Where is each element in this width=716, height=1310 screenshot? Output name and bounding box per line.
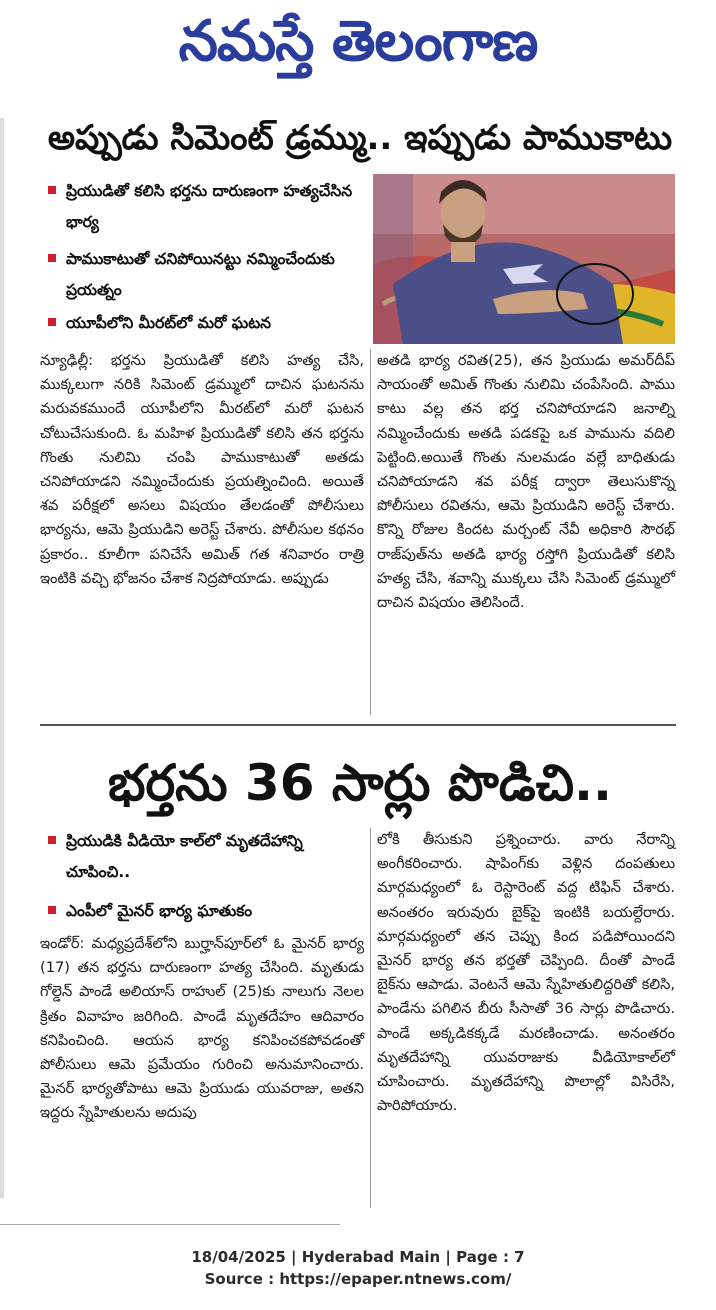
story2-headline: భర్తను 36 సార్లు పొడిచి.. bbox=[107, 754, 613, 812]
bullet-item bbox=[48, 826, 364, 888]
red-square-icon bbox=[48, 906, 56, 914]
news-photo bbox=[373, 174, 675, 344]
bullet-text: పాముకాటుతో చనిపోయినట్టు నమ్మించేందుకు ప్రయత్నం bbox=[66, 250, 335, 299]
left-margin-rule bbox=[0, 118, 4, 1198]
bullet-item bbox=[48, 896, 364, 927]
story1-bullets bbox=[48, 176, 364, 339]
story2-column-left: ఇండోర్: మధ్యప్రదేశ్‌లోని బుర్హాన్‌పూర్‌లో ఓ మైనర్ భార్య (17) తన భర్తను దారుణంగా హత్య చేసింది. మృతుడు గోల్డెన్ పాండే అలియాస్ రాహుల్ (25)కు నాలుగు నెలల క్రితం వివాహం జరిగింది. పాండే మృతదేహం ఆదివారం కనిపించింది. ఆయన భార్య కనిపించకపోవడంతో పోలీసులు ఆమె ప్రమేయం గురించి అనుమానించారు. మైనర్ భార్యతోపాటు ఆమె ప్రియుడు యువరాజు, అతని ఇద్దరు స్నేహితులను అదుపు bbox=[40, 935, 364, 1122]
story1-column-right: అతడి భార్య రవిత(25), తన ప్రియుడు అమర్‌దీప్ సాయంతో అమిత్ గొంతు నులిమి చంపేసింది. పాము కాటు వల్ల తన భర్త చనిపోయాడని జనాల్ని నమ్మించేందుకు అతడి పడకపై ఒక పామును వదిలి పెట్టింది.అయితే గొంతు నులమడం వల్లే బాధితుడు చనిపోయాడని శవ పరీక్ష ద్వారా తెలుసుకొన్న పోలీసులు రవితను, ఆమె ప్రియుడిని అరెస్ట్ చేశారు. కొన్ని రోజుల కిందట మర్చంట్ నేవీ అధికారి సౌరభ్ రాజ్‌పుత్‌ను అతడి భార్య రస్తోగి ప్రియుడితో కలిసి హత్య చేసి, శవాన్ని ముక్కలు చేసి సిమెంట్ డ్రమ్ములో దాచిన విషయం తెలిసిందే. bbox=[377, 352, 675, 612]
bullet-text: ప్రియుడికి వీడియో కాల్‌లో మృతదేహాన్ని చూపించి.. bbox=[66, 832, 303, 881]
story2-bullets bbox=[48, 826, 364, 927]
masthead-logo: నమస్తే తెలంగాణ bbox=[178, 9, 538, 74]
bullet-item bbox=[48, 244, 364, 306]
footer-date-edition: 18/04/2025 | Hyderabad Main | Page : 7 bbox=[191, 1248, 525, 1266]
red-square-icon bbox=[48, 186, 56, 194]
column-separator bbox=[370, 349, 371, 715]
story1-headline: అప్పుడు సిమెంట్ డ్రమ్ము.. ఇప్పుడు పాముకాటు bbox=[47, 118, 673, 158]
bottom-rule bbox=[0, 1224, 340, 1225]
bullet-item bbox=[48, 308, 364, 339]
footer-source-link[interactable]: Source : https://epaper.ntnews.com/ bbox=[204, 1270, 512, 1288]
story2-column-right: లోకి తీసుకుని ప్రశ్నించారు. వారు నేరాన్ని అంగీకరించారు. షాపింగ్‌కు వెళ్లిన దంపతులు మార్గమధ్యంలో ఓ రెస్టారెంట్ వద్ద టిఫిన్ చేశారు. అనంతరం ఇరువురు బైక్‌పై ఇంటికి బయల్దేరారు. మార్గమధ్యంలో తన చెప్పు కింద పడిపోయిందని మైనర్ భార్య తన భర్తతో చెప్పింది. దీంతో పాండే బైక్‌ను ఆపాడు. వెంటనే ఆమె స్నేహితులిద్దరితో కలిసి, పాండేను పగిలిన బీరు సీసాతో 36 సార్లు పొడిచారు. పాండే అక్కడికక్కడే మరణించాడు. అనంతరం మృతదేహాన్ని యువరాజుకు వీడియోకాల్‌లో చూపించారు. మృతదేహాన్ని పొలాల్లో విసిరేసి, పారిపోయారు. bbox=[377, 831, 675, 1115]
bullet-text: ప్రియుడితో కలిసి భర్తను దారుణంగా హత్యచేసిన భార్య bbox=[66, 182, 353, 231]
bullet-text: యూపీలోని మీరట్‌లో మరో ఘటన bbox=[66, 314, 272, 332]
column-separator bbox=[370, 828, 371, 1208]
red-square-icon bbox=[48, 318, 56, 326]
red-square-icon bbox=[48, 254, 56, 262]
story-divider bbox=[40, 724, 676, 726]
story1-column-left: న్యూఢిల్లీ: భర్తను ప్రియుడితో కలిసి హత్య చేసి, ముక్కలుగా నరికి సిమెంట్ డ్రమ్ములో దాచిన ఘటనను మరువకముందే యూపీలోని మీరట్‌లో మరో ఘటన చోటుచేసుకుంది. ఓ మహిళ ప్రియుడితో కలిసి తన భర్తను గొంతు నులిమి చంపి పాముకాటుతో అతడు చనిపోయాడని నమ్మించేందుకు ప్రయత్నించింది. అయితే శవ పరీక్షలో అసలు విషయం తేలడంతో పోలీసులు భార్యను, ఆమె ప్రియుడిని అరెస్ట్ చేశారు. పోలీసుల కథనం ప్రకారం.. కూలీగా పనిచేసే అమిత్ గత శనివారం రాత్రి ఇంటికి వచ్చి భోజనం చేశాక నిద్రపోయాడు. అప్పుడు bbox=[40, 352, 364, 587]
bullet-item bbox=[48, 176, 364, 238]
photo-illustration bbox=[373, 174, 675, 344]
red-square-icon bbox=[48, 836, 56, 844]
bullet-text: ఎంపీలో మైనర్ భార్య ఘాతుకం bbox=[66, 902, 253, 920]
